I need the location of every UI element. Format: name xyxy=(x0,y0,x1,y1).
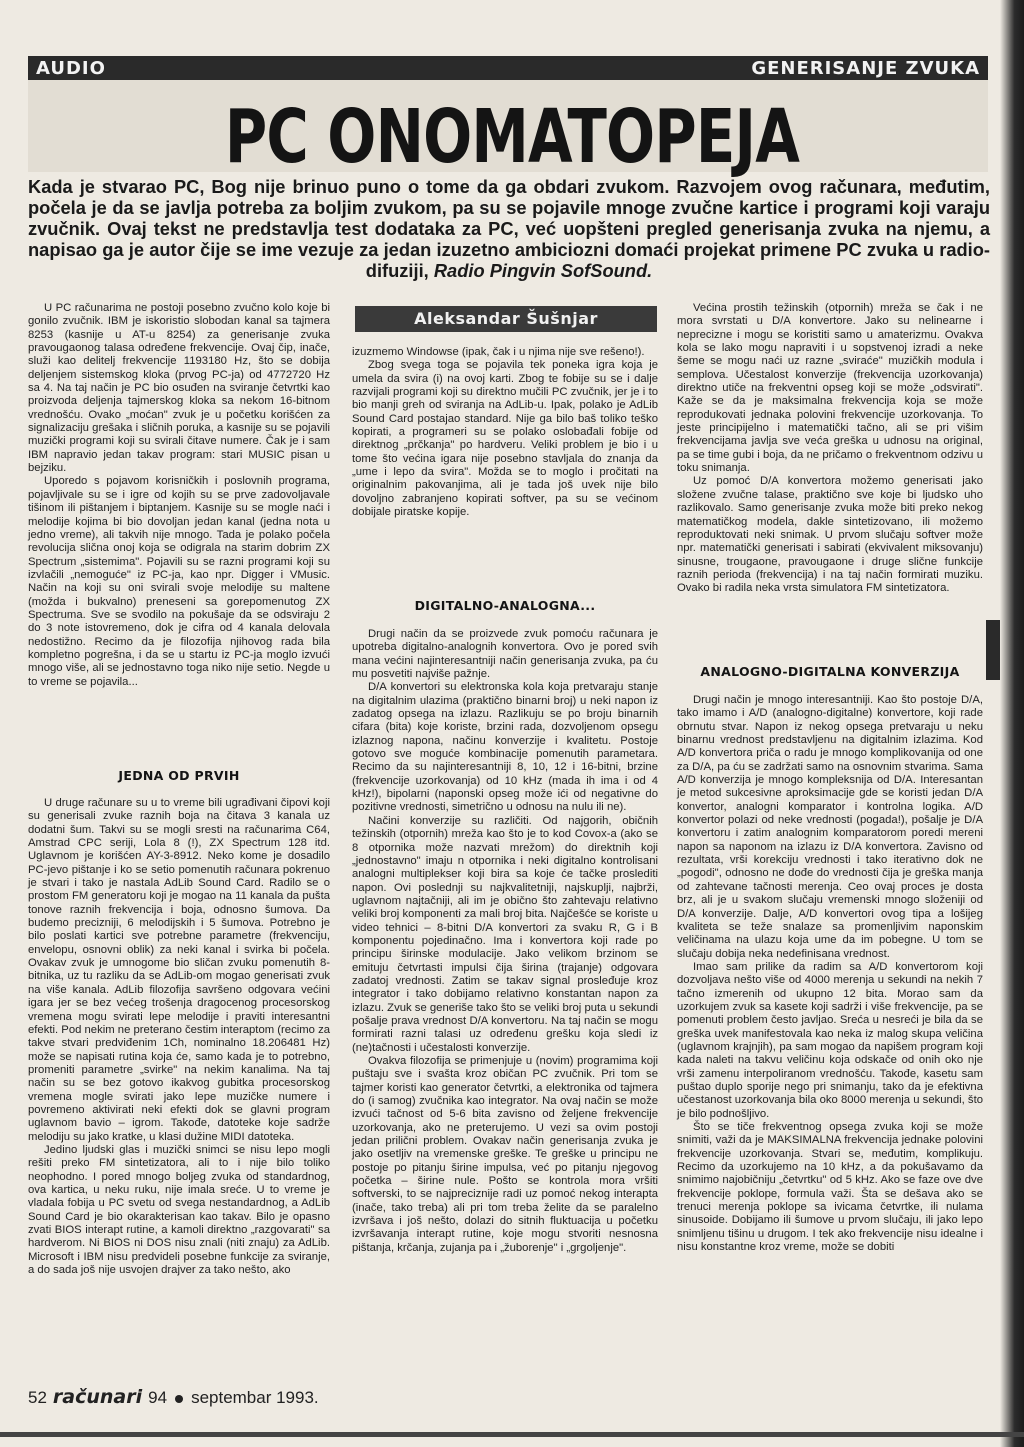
column-3 xyxy=(677,302,983,596)
subheading-jedna-od-prvih: JEDNA OD PRVIH xyxy=(118,768,240,783)
paragraph: Imao sam prilike da radim sa A/D konvertorom koji dozvoljava nešto više od 4000 merenja u sekundi na nekih 7 tačno izmerenih od ukupno 12 bita. Morao sam da uzorkujem zvuk sa kasete koji sadrži i više frekvencije, pa se pomenuti problem često javljao. Sreća u nesreći je bila da se greška uvek manifestovala kao neka iz malog skupa veličina (uglavnom krajnjih), pa sam mogao da napišem program koji kada naleti na takvu veličinu koja odskače od onih oko nje vrši zamenu interpoliranom vrednošću. Takođe, kasetu sam puštao duplo sporije nego pri snimanju, tako da je efektivna učestanost uzorkovanja bila oko 8000 merenja u sekundi, što je bilo podnošljivo. xyxy=(677,960,983,1120)
paragraph: Načini konverzije su različiti. Od najgorih, običnih težinskih (otpornih) mreža kao što je to kod Covox-a (ako se 8 otpornika može nazvati mrežom) do direktnih koji „jednostavno" imaju n otpornika i neki digitalno kontrolisani analogni multiplekser koji bira sa koje će tačke proslediti napon. Ovi poslednji su najkvalitetniji, najskuplji, najbrži, uglavnom najtačniji, ali im je obično što zahtevaju relativno veliki broj komponenti za mali broj bita. Najčešće se koriste u video tehnici – 8-bitni D/A konvertori za svaku R, G i B komponentu pojedinačno. Ima i konvertora koji rade po principu širinske modulacije. Jako velikom brzinom se emituju četvrtasti impulsi čija širina (trajanje) odgovara zadatoj vrednosti. Zatim se takav signal prosleđuje kroz integrator i tako dobijamo relativno konstantan napon za izlazu. Zvuk se generiše tako što se veliki broj puta u sekundi pošalje prava vrednost D/A konvertoru. Na taj način se mogu formirati razni talasi uz određenu grešku koja sledi iz (ne)tačnosti i učestalosti konverzije. xyxy=(352,814,658,1054)
paragraph: Većina prostih težinskih (otpornih) mreža se čak i ne mora svrstati u D/A konvertore. Jako su nelinearne i neprecizne i mogu se koristiti samo u amaterizmu. Ovakva kola se lako mogu napraviti i u sopstvenoj izradi a neke šeme se mogu naći uz razne „sviraće" muzičkih modula i semplova. Učestalost konverzije (frekvencija uzorkovanja) direktno utiče na frekventni opseg koji se može „odsvirati". Kaže se da je maksimalna frekvencija koja se može reprodukovati jednaka polovini frekvencije uzorkovanja. To jeste principijelno i matematički tačno, ali se pri višim frekvencijama javlja sve veća greška u udnosu na original, pa se time gubi i boja, da ne pričamo o frekventnom odzivu u toku snimanja. xyxy=(677,302,983,475)
paragraph: Uz pomoć D/A konvertora možemo generisati jako složene zvučne talase, praktično sve koje bi ljudsko uho razlikovalo. Samo generisanje zvuka može biti preko nekog matematičkog modela, dakle sintetizovano, ili možemo reproduktovati neki snimak. U prvom slučaju softver može npr. matematički generisati i sabirati (ekvivalent miksovanju) sinusne, trougaone, pravougaone i druge slične funkcije raznih perioda (frekvencija) i na taj način formirati muziku. Ovako bi radila neka vrsta simulatora FM sintetizatora. xyxy=(677,475,983,595)
paragraph: D/A konvertori su elektronska kola koja pretvaraju stanje na digitalnim ulazima (praktično binarni broj) u neki napon iz zadatog opsega na izlazu. Razlikuju se po broju binarnih cifara (bita) koje koriste, brzini rada, dozvoljenom opsegu izlaznog napona, načinu konverzije i kvalitetu. Postoje gotovo sve moguće kombinacije pomenutih parametara. Recimo da su najinteresantniji 8, 10, 12 i 16-bitni, brzine (frekvencije uzorkovanja) od 10 kHz (mada ih ima i od 4 kHz!), bipolarni (naponski opseg može ići od negativne do pozitivne vrednosti, simetrično u odnosu na nulu ili ne). xyxy=(352,681,658,814)
paragraph: Što se tiče frekventnog opsega zvuka koji se može snimiti, važi da je MAKSIMALNA frekvencija jednake polovini frekvencije uzorkovanja. Stvari se, međutim, komplikuju. Recimo da uzorkujemo na 10 kHz, a da pokušavamo da snimimo najobičniju „četvrtku" od 5 kHz. Ako se faze ove dve frekvencije poklope, formula važi. Šta se dešava ako se trenuci merenja poklope sa ivicama četvrtke, ili nulama sinusoide. Dobijamo ili šumove u prvom slučaju, ili jako lepo snimljenu tišinu u drugom. I tek ako frekvencije nisu idealne i nisu konstantne kroz vreme, može se dobiti xyxy=(677,1121,983,1254)
subheading-digitalno-analogna: DIGITALNO-ANALOGNA... xyxy=(414,598,596,613)
column-2-lower xyxy=(352,628,658,1255)
lead-text: Kada je stvarao PC, Bog nije brinuo puno o tome da ga obdari zvukom. Razvojem ovog računara, međutim, počela je da se javlja potreba za boljim zvukom, pa su se pojavile mnoge zvučne kartice i programi koji varaju zvučnik. Ovaj tekst ne predstavlja test dodataka za PC, već uopšteni pregled generisanja zvuka na njemu, a napisao ga je autor čije se ime vezuje za jedan izuzetno ambiciozni domaći projekat primene PC zvuka u radio-difuziji, xyxy=(28,176,990,281)
issue-date: septembar 1993. xyxy=(191,1388,319,1407)
magazine-logo: računari xyxy=(52,1386,143,1408)
paragraph: U druge računare su u to vreme bili ugrađivani čipovi koji su generisali zvuke raznih boja na čitava 3 kanala uz dodatni šum. Takvi su se mogli sresti na računarima C64, Amstrad CPC seriji, Lola 8 (!), ZX Spectrum 128 itd. Uglavnom je korišćen AY-3-8912. Neko kome je dosadilo PC-jevo pištanje i ko se setio pomenutih računara pokrenuo je stvari i tako je nastala AdLib Sound Card. Radilo se o prostom FM generatoru koji je mogao na 11 kanala da pušta tonove raznih frekvencija i boja, odnosno šumova. Da budemo precizniji, 6 melodijskih i 5 šumova. Potrebno je bilo poslati kartici sve potrebne parametre (frekvenciju, envelopu, osnovni oblik) za neki kanal i svirka bi počela. Ovakav zvuk je umnogome bio sličan zvuku pomenutih 8-bitnika, uz tu razliku da se AdLib-om mogao generisati zvuk na više kanala. AdLib filozofija savršeno odgovara većini igara jer se bez većeg trošenja dragocenog procesorskog vremena mogu svirati lepe melodije i praviti interesantni efekti. Pod nekim ne preterano čestim interaptom (recimo za takve stvari predviđenim 1Ch, nominalno 18.206481 Hz) može se napisati rutina koja će, samo kada je to potrebno, promeniti parametre „svirke" na nekim kanalima. Na taj način su se bez gotovo ikakvog gubitka procesorskog vremena mogle svirati jako lepe muzičke numere i povremeno aktivirati neki efekti dok se glavni program uglavnom bavio – igrom. Takođe, datoteke koje sadrže melodiju su jako kratke, u klasi dužine MIDI datoteka. xyxy=(28,797,331,1143)
section-header-bar xyxy=(28,56,988,80)
paragraph: Uporedo s pojavom korisničkih i poslovnih programa, pojavljivale su se i igre od kojih su se prve zadovoljavale tišinom ili pištanjem i biptanjem. Kasnije su se mogle naći i melodije kojima bi bio dovoljan jedan kanal (jedna nota u jedno vreme), ali takvih nije mnogo. Tada je polako počela revolucija slična onoj koja se odigrala na starim dobrim ZX Spectrum „sistemima". Pojavili su se razni programi koji su izvlačili „nemoguće" iz PC-ja, kao npr. Digger i VMusic. Način na koji su oni svirali svoje melodije su maltene (možda i bukvalno) preneseni sa gorepomenutog ZX Spectruma. Sve se svodilo na pokušaje da se odsviraju 2 do 3 note istovremeno, dok je cifra od 4 kanala delovala nedostižno. Recimo da je filozofija njihovog rada bila kompletno pogrešna, i da se u startu iz PC-ja moglo izvući mnogo više, ali se jednostavno toga niko nije setio. Negde u to vreme se pojavila... xyxy=(28,475,330,688)
column-1 xyxy=(28,302,330,689)
column-2-upper xyxy=(352,346,658,519)
page-number: 52 xyxy=(28,1388,47,1407)
page-edge-mark xyxy=(986,620,1000,680)
paragraph: Jedino ljudski glas i muzički snimci se nisu lepo mogli rešiti preko FM sintetizatora, ali to i nije bilo toliko neophodno. I pored mnogo boljeg zvuka od standardnog, ova kartica, u neku ruku, nije imala sreće. U to vreme je vladala fobija u PC svetu od svega nestandardnog, a AdLib Sound Card je bio okarakterisan kao takav. Bilo je opasno zvati BIOS interapt rutine, a kamoli direktno „razgovarati" sa hardverom. Ni BIOS ni DOS nisu znali (niti znaju) za AdLib. Microsoft i IBM nisu predvideli posebne funkcije za sviranje, a do sada još nije usvojen drajver za tako nešto, ako xyxy=(28,1143,330,1277)
author-box: Aleksandar Šušnjar xyxy=(355,306,657,332)
bottom-edge-line xyxy=(0,1432,1024,1437)
issue-number: 94 xyxy=(148,1388,168,1407)
paragraph: U PC računarima ne postoji posebno zvučno kolo koje bi gonilo zvučnik. IBM je iskoristio slobodan kanal sa tajmera 8253 (kasnije u AT-u 8254) za generisanje zvuka pravougaonog talasa određene frekvencije. Ovaj čip, inače, služi kao delitelj frekvencije 1193180 Hz, što se dobija deljenjem sistemskog kloka (prvog PC-ja) od 4772720 Hz sa 4. Na taj način je PC bio osuđen na sviranje četvrtki kao proizvoda deljenja tajmerskog kloka sa nekom 16-bitnom vrednošću. Ovako „moćan" zvuk je u početku korišćen za signalizaciju grešaka i sličnih poruka, a kasnije su se pojavili muzički programi koji su svirali čitave numere. Čak je i sam IBM napravio jedan takav program: stari MUSIC pisan u bejziku. xyxy=(28,302,330,475)
section-label-left: AUDIO xyxy=(36,57,106,79)
paragraph: Drugi način da se proizvede zvuk pomoću računara je upotreba digitalno-analognih konvertora. Ovo je pored svih mana većini najinteresantniji način generisanja zvuka, pa ću mu posvetiti najviše pažnje. xyxy=(352,628,658,681)
article-lead xyxy=(28,176,990,281)
page-edge-shadow xyxy=(1000,0,1024,1447)
paragraph: izuzmemo Windowse (ipak, čak i u njima nije sve rešeno!). xyxy=(352,346,645,358)
paragraph: Zbog svega toga se pojavila tek poneka igra koja je umela da svira (i) na ovoj karti. Zbog te fobije su se i dalje razvijali programi koji su direktno mučili PC zvučnik, jer je i to bio manji greh od sviranja na AdLib-u. Ipak, polako je AdLib Sound Card postajao standard. Nije ga bilo baš toliko teško kopirati, a programeri su se polako oslobađali fobije od direktnog „prčkanja" po hardveru. Veliki problem je bio i u tome što većina igara nije posebno stavljala do znanja da „ume i lepo da svira". Možda se to moglo i pročitati na originalnim pakovanjima, ali je tada još uvek nije bilo dovoljno zabranjeno kopirati softver, pa su se većinom dobijale piratske kopije. xyxy=(352,359,658,519)
section-label-right: GENERISANJE ZVUKA xyxy=(751,57,980,79)
paragraph: Drugi način je mnogo interesantniji. Kao što postoje D/A, tako imamo i A/D (analogno-digitalne) konvertore, koji rade obrnutu stvar. Napon iz nekog opsega pretvaraju u neku binarnu vrednost predstavljenu na digitalnim izlazima. Kod A/D konvertora priča o radu je mnogo komplikovanija od one za D/A, pa ću se zadržati samo na osnovnim stvarima. Sama A/D konverzija je mnogo kompleksnija od D/A. Interesantan je metod sukcesivne aproksimacije gde se koristi jedan D/A konvertor, analogni komparator i kontrolna logika. A/D konvertor polazi od neke vrednosti (pogada!), pošalje je D/A konvertoru i zatim analognim komparatorom poredi mereni napon sa naponom na izlazu iz D/A konvertora. Zavisno od rezultata, vrši korekciju vrednosti i tako iterativno dok ne „pogodi", odnosno ne dođe do vrednosti čija je greška manja od zahtevane tačnosti merenja. Ceo ovaj proces je dosta brz, ali je u svakom slučaju vremenski mnogo složeniji od D/A konverzije. Dalje, A/D konvertori ovog tipa a lošijeg kvaliteta se teže snalaze sa promenljivim naponskim veličinama na ulazu koja ume da im pobegne. U tom se slučaju dobija neka nedefinisana vrednost. xyxy=(677,694,983,960)
page-footer xyxy=(28,1386,319,1408)
paragraph: Ovakva filozofija se primenjuje u (novim) programima koji puštaju sve i svašta kroz običan PC zvučnik. Pri tom se tajmer koristi kao generator četvrtki, a elektronika od tajmera do (i samog) zvučnika kao integrator. Na ovaj način se može izvući tačnost od 5-6 bita zavisno od željene frekvencije uzorkovanja, ako ne preterujemo. U vezi sa ovim postoji jedan prilični problem. Ovakav način generisanja zvuka je jako osetljiv na vremenske greške. Te greške u principu ne postoje po pitanju širine impulsa, već po pitanju njegovog početka – širine nule. Pošto se kontrola mora vršiti softverski, to se najpreciznije radi uz pomoć nekog interapta (inače, tako treba) ali pri tom treba želite da se paralelno izvršava i još nešto, dolazi do sitnih fluktuacija u početku izvršavanja interapt rutine, koje mogu stvoriti nesnosna pištanja, krčanja, zujanja pa i „žuborenje" i „grgoljenje". xyxy=(352,1055,658,1254)
bullet-icon xyxy=(175,1395,183,1403)
article-title: PC ONOMATOPEJA xyxy=(224,94,800,180)
column-3-lower xyxy=(677,694,983,1254)
lead-emphasis: Radio Pingvin SofSound. xyxy=(433,260,653,281)
subheading-analogno-digitalna: ANALOGNO-DIGITALNA KONVERZIJA xyxy=(700,664,960,679)
column-1-lower xyxy=(28,797,330,1277)
